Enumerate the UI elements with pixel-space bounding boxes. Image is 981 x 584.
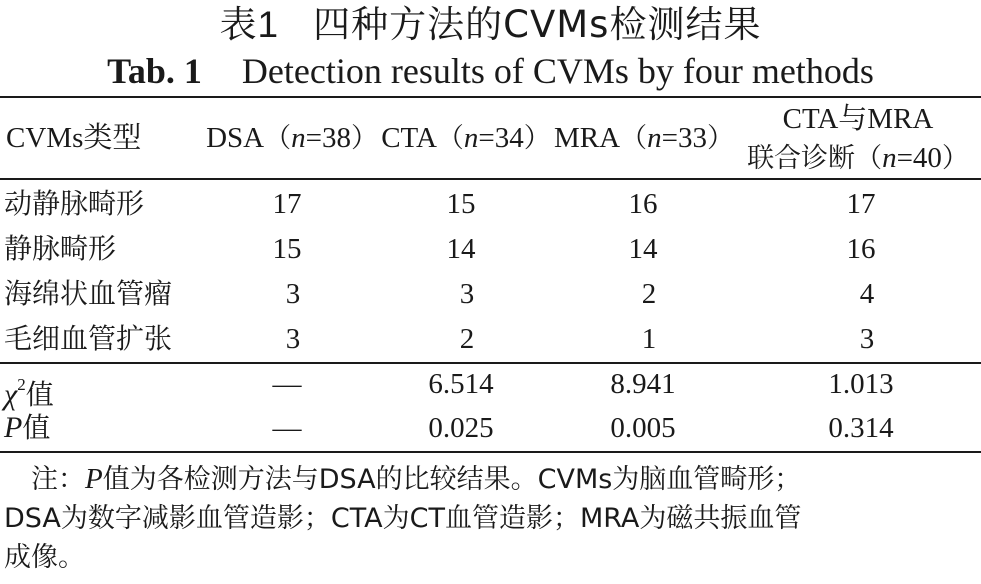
cell-cta: 15 <box>446 188 476 220</box>
cell-mra: 16 <box>628 188 658 220</box>
table-stats-rule <box>0 362 981 364</box>
cell-cta: 14 <box>446 233 476 265</box>
cell-cta: 3 <box>459 278 475 310</box>
cell-mra: 14 <box>628 233 658 265</box>
cell-dsa: 15 <box>272 233 302 265</box>
note-prefix: 注： <box>31 464 85 495</box>
cell-combined: 17 <box>846 188 876 220</box>
table-title-cn-text: 四种方法的CVMs检测结果 <box>313 3 762 46</box>
row-label-p-value <box>4 410 50 446</box>
cell-dsa: — <box>272 368 302 400</box>
cell-combined: 4 <box>859 278 875 310</box>
p-symbol: P <box>4 411 23 444</box>
row-label: 静脉畸形 <box>4 232 117 265</box>
cell-mra: 0.005 <box>610 412 676 444</box>
cell-dsa: — <box>272 412 302 444</box>
header-type <box>6 120 196 156</box>
table-label-en: Tab. 1 <box>107 51 202 91</box>
header-dsa-n: 38 <box>321 122 351 154</box>
cell-combined: 1.013 <box>828 368 894 400</box>
cell-cta: 6.514 <box>428 368 494 400</box>
row-label: 毛细血管扩张 <box>4 322 173 355</box>
header-cta-name: CTA <box>381 122 437 154</box>
header-combined-n: 40 <box>912 142 942 174</box>
note-p-symbol: P <box>85 463 103 495</box>
table-title-en-text: Detection results of CVMs by four methods <box>241 51 874 91</box>
header-combined-subtitle: 联合诊断 <box>747 143 856 174</box>
p-suffix: 值 <box>22 411 51 444</box>
cell-dsa: 3 <box>285 278 301 310</box>
row-label: 动静脉畸形 <box>4 187 145 220</box>
row-label: 海绵状血管瘤 <box>4 277 173 310</box>
header-combined-line1 <box>740 101 976 137</box>
table-top-rule <box>0 96 981 98</box>
table-label-cn: 表 <box>219 3 258 46</box>
note-line-2: DSA为数字减影血管造影；CTA为CT血管造影；MRA为磁共振血管 <box>4 503 802 534</box>
table-title-en <box>0 49 981 93</box>
chi-suffix: 值 <box>25 378 54 411</box>
row-label-chi-square <box>4 367 54 413</box>
header-combined-line2: 联合诊断（n=40） <box>747 142 969 174</box>
header-mra: MRA（n=33） <box>554 122 734 154</box>
cell-combined: 3 <box>859 323 875 355</box>
cell-dsa: 3 <box>285 323 301 355</box>
header-cta-n: 34 <box>494 122 524 154</box>
table-note <box>4 460 979 577</box>
table-header-rule <box>0 178 981 180</box>
table-bottom-rule <box>0 451 981 453</box>
note-line-1-text: 值为各检测方法与DSA的比较结果。CVMs为脑血管畸形； <box>102 464 802 495</box>
header-mra-n: 33 <box>677 122 707 154</box>
cell-combined: 0.314 <box>828 412 894 444</box>
header-mra-name: MRA <box>554 122 621 154</box>
cell-combined: 16 <box>846 233 876 265</box>
header-dsa-name: DSA <box>206 122 265 154</box>
header-dsa: DSA（n=38） <box>206 122 378 154</box>
cell-mra: 2 <box>641 278 657 310</box>
header-cta: CTA（n=34） <box>381 122 551 154</box>
chi-symbol: χ <box>4 378 18 411</box>
header-combined-title: CTA与MRA <box>782 103 934 135</box>
header-type-label: CVMs类型 <box>6 122 142 154</box>
note-line-1 <box>4 460 979 499</box>
chi-superscript: 2 <box>17 375 26 394</box>
table-title-cn <box>0 2 981 48</box>
cell-mra: 8.941 <box>610 368 676 400</box>
cell-cta: 2 <box>459 323 475 355</box>
table-number-cn: 1 <box>257 4 280 45</box>
cell-cta: 0.025 <box>428 412 494 444</box>
note-line-3: 成像。 <box>4 542 85 573</box>
cell-dsa: 17 <box>272 188 302 220</box>
cell-mra: 1 <box>641 323 657 355</box>
